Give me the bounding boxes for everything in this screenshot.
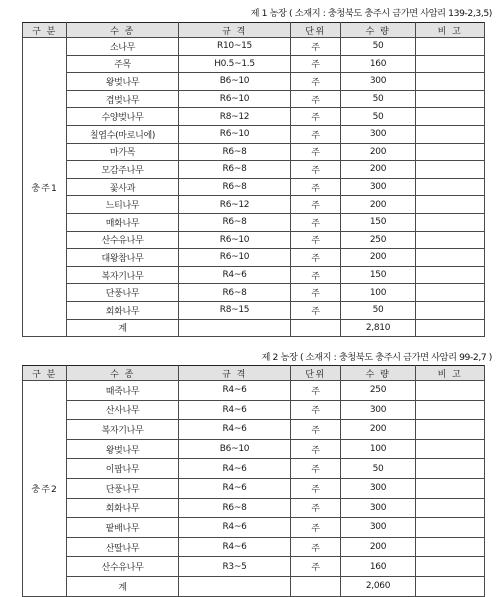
species-cell: 단풍나무 <box>67 478 179 498</box>
unit-cell: 주 <box>291 108 341 126</box>
unit-cell: 주 <box>291 557 341 577</box>
note-cell <box>416 143 485 161</box>
spec-cell: R6~8 <box>179 498 291 518</box>
unit-cell: 주 <box>291 178 341 196</box>
unit-cell: 주 <box>291 231 341 249</box>
total-label: 계 <box>67 319 179 337</box>
unit-cell: 주 <box>291 249 341 267</box>
note-cell <box>416 161 485 179</box>
header-category: 구 분 <box>23 23 67 38</box>
total-spec <box>179 319 291 337</box>
spec-cell: R4~6 <box>179 478 291 498</box>
table-row <box>23 196 485 214</box>
quantity-cell: 150 <box>341 213 416 231</box>
unit-cell: 주 <box>291 459 341 479</box>
unit-cell: 주 <box>291 400 341 420</box>
total-note <box>416 576 485 596</box>
total-row <box>23 576 485 596</box>
quantity-cell: 200 <box>341 537 416 557</box>
quantity-cell: 160 <box>341 557 416 577</box>
quantity-cell: 160 <box>341 55 416 73</box>
unit-cell: 주 <box>291 301 341 319</box>
quantity-cell: 50 <box>341 301 416 319</box>
total-spec <box>179 576 291 596</box>
quantity-cell: 50 <box>341 38 416 56</box>
note-cell <box>416 108 485 126</box>
note-cell <box>416 381 485 401</box>
species-cell: 매화나무 <box>67 213 179 231</box>
spec-cell: R6~10 <box>179 249 291 267</box>
spec-cell: H0.5~1.5 <box>179 55 291 73</box>
table-header-row <box>23 366 485 381</box>
note-cell <box>416 196 485 214</box>
note-cell <box>416 557 485 577</box>
table-row <box>23 537 485 557</box>
species-cell: 산수유나무 <box>67 231 179 249</box>
note-cell <box>416 55 485 73</box>
species-cell: 왕벚나무 <box>67 439 179 459</box>
quantity-cell: 150 <box>341 266 416 284</box>
table-row <box>23 557 485 577</box>
farm2-table <box>22 365 485 597</box>
unit-cell: 주 <box>291 266 341 284</box>
spec-cell: R6~10 <box>179 90 291 108</box>
unit-cell: 주 <box>291 420 341 440</box>
unit-cell: 주 <box>291 55 341 73</box>
table-row <box>23 498 485 518</box>
table-row <box>23 161 485 179</box>
spec-cell: R8~12 <box>179 108 291 126</box>
species-cell: 회화나무 <box>67 301 179 319</box>
species-cell: 회화나무 <box>67 498 179 518</box>
note-cell <box>416 266 485 284</box>
spec-cell: R6~10 <box>179 231 291 249</box>
unit-cell: 주 <box>291 73 341 91</box>
quantity-cell: 100 <box>341 439 416 459</box>
table-row <box>23 459 485 479</box>
table-row <box>23 178 485 196</box>
spec-cell: R4~6 <box>179 518 291 538</box>
note-cell <box>416 537 485 557</box>
unit-cell: 주 <box>291 537 341 557</box>
header-quantity: 수 량 <box>341 366 416 381</box>
species-cell: 복자기나무 <box>67 266 179 284</box>
group-label: 충주1 <box>23 38 67 337</box>
unit-cell: 주 <box>291 284 341 302</box>
quantity-cell: 200 <box>341 249 416 267</box>
note-cell <box>416 213 485 231</box>
species-cell: 왕벚나무 <box>67 73 179 91</box>
total-quantity: 2,060 <box>341 576 416 596</box>
spec-cell: R4~6 <box>179 400 291 420</box>
header-note: 비 고 <box>416 366 485 381</box>
spec-cell: R4~6 <box>179 266 291 284</box>
species-cell: 주목 <box>67 55 179 73</box>
table-row <box>23 55 485 73</box>
note-cell <box>416 301 485 319</box>
species-cell: 모감주나무 <box>67 161 179 179</box>
quantity-cell: 300 <box>341 478 416 498</box>
spec-cell: R6~8 <box>179 213 291 231</box>
header-unit: 단위 <box>291 23 341 38</box>
header-species: 수 종 <box>67 366 179 381</box>
table-row <box>23 90 485 108</box>
quantity-cell: 250 <box>341 231 416 249</box>
quantity-cell: 50 <box>341 108 416 126</box>
spec-cell: R6~8 <box>179 284 291 302</box>
note-cell <box>416 498 485 518</box>
header-spec: 규 격 <box>179 23 291 38</box>
note-cell <box>416 125 485 143</box>
spec-cell: R4~6 <box>179 381 291 401</box>
table-row <box>23 478 485 498</box>
quantity-cell: 200 <box>341 143 416 161</box>
note-cell <box>416 478 485 498</box>
table-row <box>23 73 485 91</box>
quantity-cell: 200 <box>341 420 416 440</box>
species-cell: 겹벚나무 <box>67 90 179 108</box>
quantity-cell: 200 <box>341 196 416 214</box>
table-row <box>23 284 485 302</box>
note-cell <box>416 439 485 459</box>
quantity-cell: 300 <box>341 125 416 143</box>
farm1-title: 제 1 농장 ( 소재지 : 충청북도 충주시 금가면 사암리 139-2,3,5) <box>250 8 492 19</box>
table-row <box>23 125 485 143</box>
unit-cell: 주 <box>291 498 341 518</box>
table-row <box>23 213 485 231</box>
unit-cell: 주 <box>291 213 341 231</box>
spec-cell: R4~6 <box>179 459 291 479</box>
quantity-cell: 200 <box>341 161 416 179</box>
species-cell: 단풍나무 <box>67 284 179 302</box>
group-label: 충주2 <box>23 381 67 597</box>
species-cell: 산사나무 <box>67 400 179 420</box>
quantity-cell: 300 <box>341 400 416 420</box>
header-unit: 단위 <box>291 366 341 381</box>
unit-cell: 주 <box>291 90 341 108</box>
total-row <box>23 319 485 337</box>
table-row <box>23 518 485 538</box>
quantity-cell: 50 <box>341 459 416 479</box>
spec-cell: R8~15 <box>179 301 291 319</box>
unit-cell: 주 <box>291 478 341 498</box>
header-spec: 규 격 <box>179 366 291 381</box>
quantity-cell: 250 <box>341 381 416 401</box>
note-cell <box>416 400 485 420</box>
quantity-cell: 300 <box>341 498 416 518</box>
note-cell <box>416 90 485 108</box>
spec-cell: R6~8 <box>179 143 291 161</box>
spec-cell: R6~10 <box>179 125 291 143</box>
quantity-cell: 300 <box>341 518 416 538</box>
table-row <box>23 231 485 249</box>
unit-cell: 주 <box>291 196 341 214</box>
table-row <box>23 143 485 161</box>
header-species: 수 종 <box>67 23 179 38</box>
unit-cell: 주 <box>291 143 341 161</box>
note-cell <box>416 459 485 479</box>
spec-cell: R3~5 <box>179 557 291 577</box>
unit-cell: 주 <box>291 161 341 179</box>
total-quantity: 2,810 <box>341 319 416 337</box>
note-cell <box>416 420 485 440</box>
table-row <box>23 108 485 126</box>
note-cell <box>416 73 485 91</box>
unit-cell: 주 <box>291 125 341 143</box>
table-row <box>23 400 485 420</box>
total-unit <box>291 319 341 337</box>
note-cell <box>416 518 485 538</box>
unit-cell: 주 <box>291 518 341 538</box>
total-unit <box>291 576 341 596</box>
spec-cell: R6~8 <box>179 161 291 179</box>
header-note: 비 고 <box>416 23 485 38</box>
header-quantity: 수 량 <box>341 23 416 38</box>
note-cell <box>416 249 485 267</box>
total-note <box>416 319 485 337</box>
unit-cell: 주 <box>291 381 341 401</box>
table-row <box>23 420 485 440</box>
quantity-cell: 100 <box>341 284 416 302</box>
header-category: 구 분 <box>23 366 67 381</box>
spec-cell: R4~6 <box>179 420 291 440</box>
quantity-cell: 300 <box>341 178 416 196</box>
table-row <box>23 249 485 267</box>
quantity-cell: 50 <box>341 90 416 108</box>
farm1-table <box>22 22 485 337</box>
species-cell: 때죽나무 <box>67 381 179 401</box>
table-header-row <box>23 23 485 38</box>
species-cell: 수양벚나무 <box>67 108 179 126</box>
species-cell: 꽃사과 <box>67 178 179 196</box>
table-row <box>23 439 485 459</box>
note-cell <box>416 284 485 302</box>
total-label: 계 <box>67 576 179 596</box>
table-row <box>23 38 485 56</box>
note-cell <box>416 38 485 56</box>
species-cell: 산수유나무 <box>67 557 179 577</box>
spec-cell: B6~10 <box>179 439 291 459</box>
species-cell: 칠엽수(마로니에) <box>67 125 179 143</box>
species-cell: 이팝나무 <box>67 459 179 479</box>
species-cell: 마가목 <box>67 143 179 161</box>
spec-cell: R4~6 <box>179 537 291 557</box>
species-cell: 산딸나무 <box>67 537 179 557</box>
species-cell: 복자기나무 <box>67 420 179 440</box>
table-row <box>23 301 485 319</box>
species-cell: 느티나무 <box>67 196 179 214</box>
farm2-title: 제 2 농장 ( 소재지 : 충청북도 충주시 금가면 사암리 99-2,7 ) <box>261 352 492 363</box>
spec-cell: B6~10 <box>179 73 291 91</box>
species-cell: 소나무 <box>67 38 179 56</box>
spec-cell: R10~15 <box>179 38 291 56</box>
spec-cell: R6~8 <box>179 178 291 196</box>
unit-cell: 주 <box>291 439 341 459</box>
unit-cell: 주 <box>291 38 341 56</box>
species-cell: 팥배나무 <box>67 518 179 538</box>
table-row <box>23 381 485 401</box>
species-cell: 대왕참나무 <box>67 249 179 267</box>
quantity-cell: 300 <box>341 73 416 91</box>
spec-cell: R6~12 <box>179 196 291 214</box>
note-cell <box>416 231 485 249</box>
table-row <box>23 266 485 284</box>
note-cell <box>416 178 485 196</box>
